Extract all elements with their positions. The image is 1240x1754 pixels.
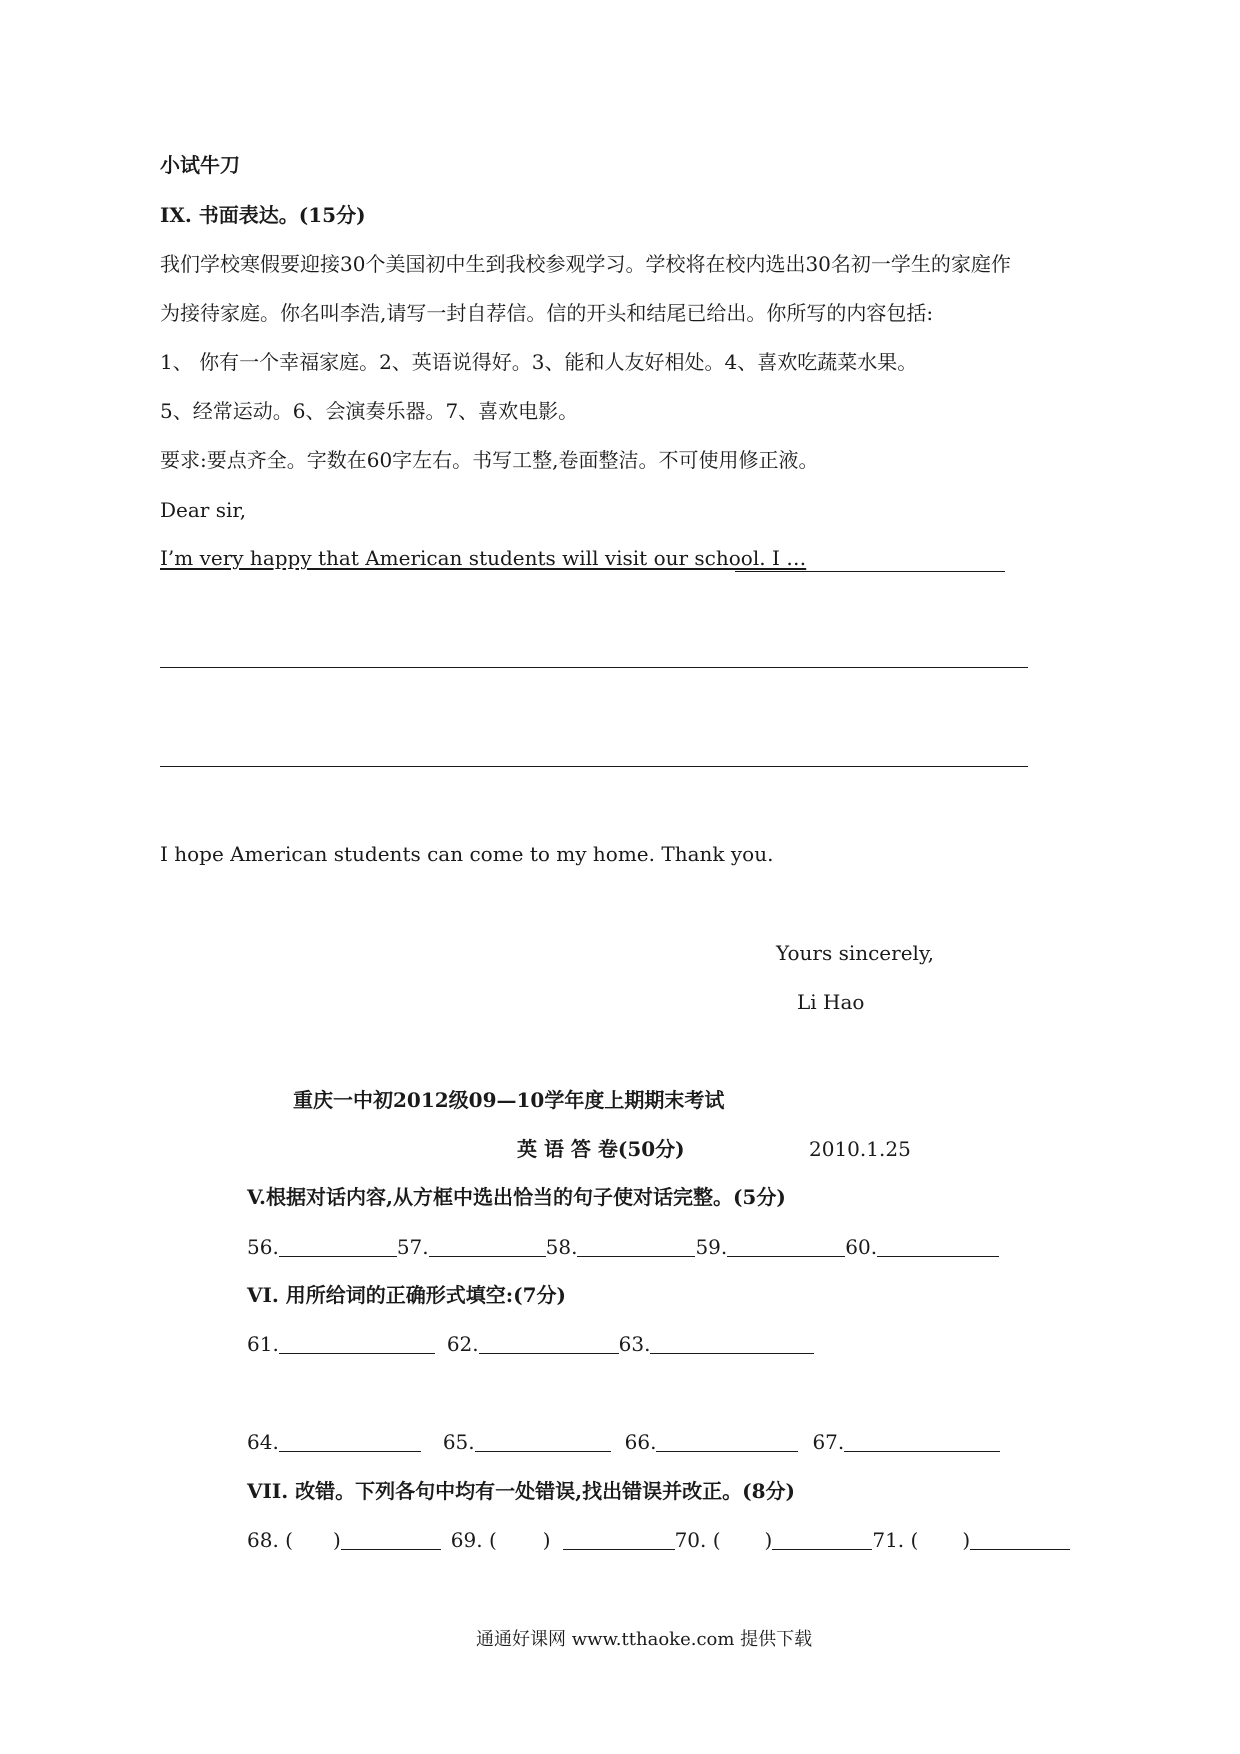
- close-paren: ): [332, 1528, 341, 1552]
- correction-blank-71[interactable]: [970, 1529, 1070, 1550]
- instruction-line-4: 5、经常运动。6、会演奏乐器。7、喜欢电影。: [160, 399, 579, 423]
- page-footer: 通通好课网 www.tthaoke.com 提供下载: [476, 1629, 813, 1650]
- answer-blank-65[interactable]: [475, 1431, 611, 1452]
- item-label: 70. (: [674, 1528, 721, 1552]
- close-paren: ): [542, 1528, 551, 1552]
- correction-blank-70[interactable]: [772, 1529, 872, 1550]
- letter-signature: Li Hao: [797, 990, 865, 1014]
- close-paren: ): [962, 1528, 971, 1552]
- item-label: 65.: [442, 1430, 475, 1454]
- item-label: 67.: [812, 1430, 845, 1454]
- letter-closing: I hope American students can come to my home. Thank you.: [160, 842, 774, 866]
- item-label: 61.: [247, 1332, 279, 1356]
- writing-line-1[interactable]: [160, 667, 1028, 668]
- item-label: 57.: [396, 1235, 429, 1259]
- section6-row-2: [247, 1429, 1000, 1455]
- answer-blank-66[interactable]: [656, 1431, 798, 1452]
- opening-line-extension[interactable]: [735, 571, 1005, 572]
- instruction-line-5: 要求:要点齐全。字数在60字左右。书写工整,卷面整洁。不可使用修正液。: [160, 448, 819, 472]
- item-label: 69. (: [450, 1528, 497, 1552]
- writing-title: IX. 书面表达。(15分): [160, 203, 366, 227]
- answer-sheet-date: 2010.1.25: [809, 1137, 911, 1161]
- letter-opening: I’m very happy that American students will visit our school. I …: [160, 546, 807, 570]
- item-label: 56.: [247, 1235, 279, 1259]
- item-label: 71. (: [872, 1528, 919, 1552]
- item-label: 66.: [624, 1430, 657, 1454]
- writing-line-2[interactable]: [160, 766, 1028, 767]
- section5-heading: V.根据对话内容,从方框中选出恰当的句子使对话完整。(5分): [247, 1185, 786, 1209]
- item-label: 59.: [695, 1235, 728, 1259]
- answer-blank-60[interactable]: [877, 1236, 999, 1257]
- answer-blank-61[interactable]: [279, 1333, 435, 1354]
- letter-salutation: Dear sir,: [160, 498, 247, 522]
- answer-blank-57[interactable]: [429, 1236, 546, 1257]
- correction-blank-68[interactable]: [341, 1529, 441, 1550]
- answer-blank-59[interactable]: [727, 1236, 845, 1257]
- item-label: 68. (: [247, 1528, 293, 1552]
- answer-blank-62[interactable]: [479, 1333, 619, 1354]
- item-label: 64.: [247, 1430, 279, 1454]
- answer-blank-56[interactable]: [279, 1236, 397, 1257]
- section6-row-1: [247, 1331, 814, 1357]
- item-label: 58.: [545, 1235, 578, 1259]
- answer-blank-58[interactable]: [577, 1236, 695, 1257]
- section7-row: [247, 1527, 1070, 1553]
- section5-row: [247, 1234, 999, 1260]
- instruction-line-1: 我们学校寒假要迎接30个美国初中生到我校参观学习。学校将在校内选出30名初一学生的家庭作: [160, 252, 1011, 276]
- answer-blank-64[interactable]: [279, 1431, 421, 1452]
- answer-blank-63[interactable]: [650, 1333, 814, 1354]
- answer-sheet-subtitle: 英 语 答 卷(50分): [517, 1137, 685, 1161]
- item-label: 63.: [618, 1332, 651, 1356]
- section-heading: 小试牛刀: [160, 153, 240, 177]
- item-label: 62.: [446, 1332, 479, 1356]
- instruction-line-3: 1、 你有一个幸福家庭。2、英语说得好。3、能和人友好相处。4、喜欢吃蔬菜水果。: [160, 350, 918, 374]
- letter-signoff: Yours sincerely,: [776, 941, 934, 965]
- answer-sheet-title: 重庆一中初2012级09—10学年度上期期末考试: [293, 1088, 725, 1112]
- answer-blank-67[interactable]: [844, 1431, 1000, 1452]
- close-paren: ): [764, 1528, 773, 1552]
- section7-heading: VII. 改错。下列各句中均有一处错误,找出错误并改正。(8分): [247, 1479, 795, 1503]
- correction-blank-69[interactable]: [563, 1529, 675, 1550]
- instruction-line-2: 为接待家庭。你名叫李浩,请写一封自荐信。信的开头和结尾已给出。你所写的内容包括:: [160, 301, 934, 325]
- section6-heading: VI. 用所给词的正确形式填空:(7分): [247, 1283, 567, 1307]
- item-label: 60.: [845, 1235, 878, 1259]
